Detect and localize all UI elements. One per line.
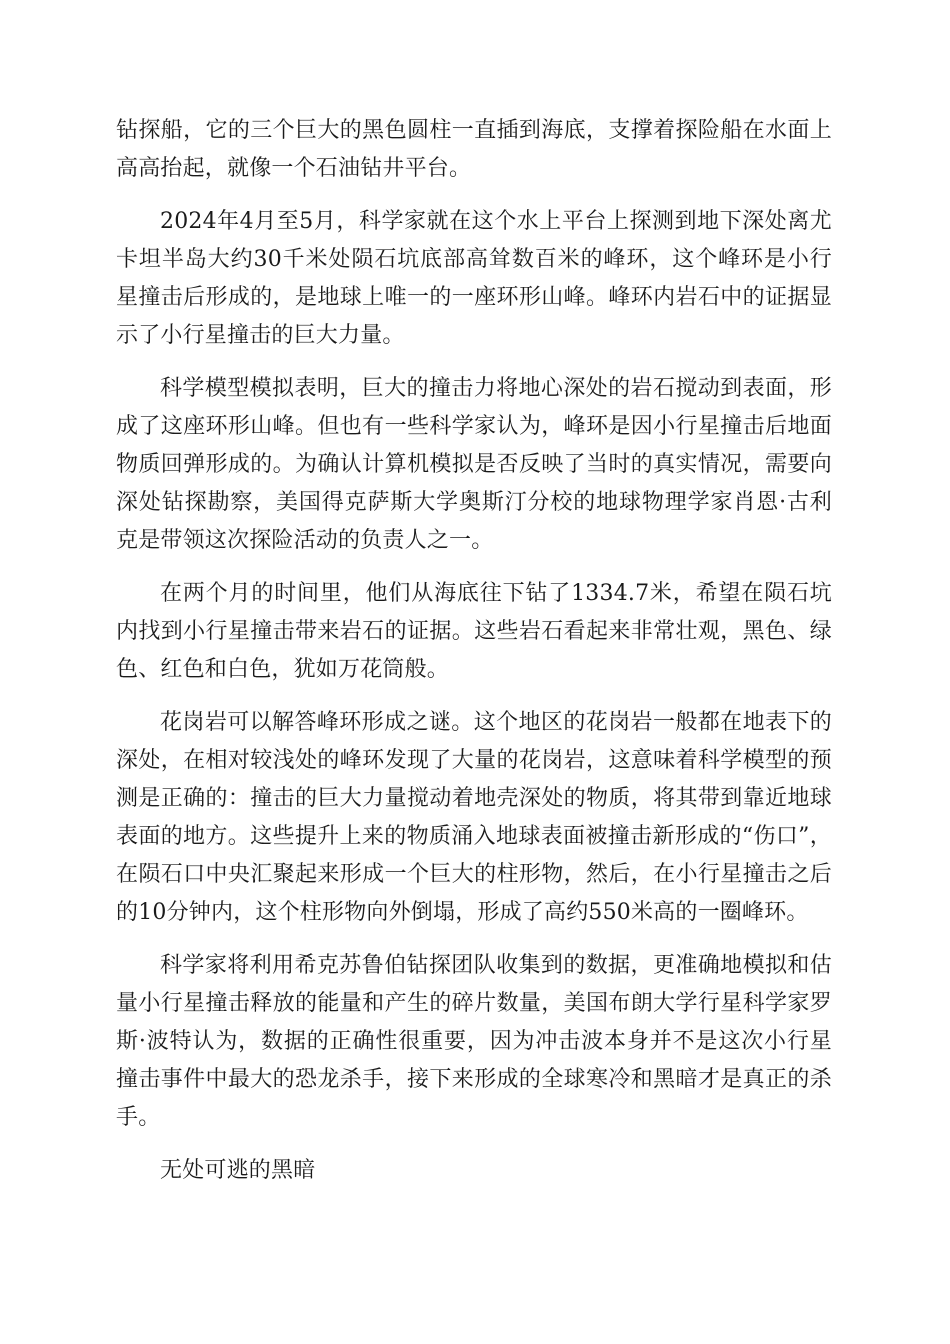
paragraph-scientific-models: 科学模型模拟表明，巨大的撞击力将地心深处的岩石搅动到表面，形成了这座环形山峰。但也有一些科学家认为，峰环是因小行星撞击后地面物质回弹形成的。为确认计算机模拟是否反映了当时的真实情况，需要向深处钻探勘察，美国得克萨斯大学奥斯汀分校的地球物理学家肖恩·古利克是带领这次探险活动的负责人之一。: [116, 376, 832, 553]
paragraph-data-use: 科学家将利用希克苏鲁伯钻探团队收集到的数据，更准确地模拟和估量小行星撞击释放的能量和产生的碎片数量，美国布朗大学行星科学家罗斯·波特认为，数据的正确性很重要，因为冲击波本身并不是这次小行星撞击事件中最大的恐龙杀手，接下来形成的全球寒冷和黑暗才是真正的杀手。: [116, 953, 832, 1130]
paragraph-granite: 花岗岩可以解答峰环形成之谜。这个地区的花岗岩一般都在地表下的深处，在相对较浅处的峰环发现了大量的花岗岩，这意味着科学模型的预测是正确的：撞击的巨大力量搅动着地壳深处的物质，将其带到靠近地球表面的地方。这些提升上来的物质涌入地球表面被撞击新形成的“伤口”，在陨石口中央汇聚起来形成一个巨大的柱形物，然后，在小行星撞击之后的10分钟内，这个柱形物向外倒塌，形成了高约550米高的一圈峰环。: [116, 710, 832, 925]
section-heading: 无处可逃的黑暗: [160, 1158, 316, 1183]
paragraph-peak-ring-detection: 2024年4月至5月，科学家就在这个水上平台上探测到地下深处离尤卡坦半岛大约30千米处陨石坑底部高耸数百米的峰环，这个峰环是小行星撞击后形成的，是地球上唯一的一座环形山峰。峰环内岩石中的证据显示了小行星撞击的巨大力量。: [116, 209, 832, 348]
paragraph-drilling-depth: 在两个月的时间里，他们从海底往下钻了1334.7米，希望在陨石坑内找到小行星撞击带来岩石的证据。这些岩石看起来非常壮观，黑色、绿色、红色和白色，犹如万花筒般。: [116, 581, 832, 682]
paragraph-drill-ship: 钻探船，它的三个巨大的黑色圆柱一直插到海底，支撑着探险船在水面上高高抬起，就像一个石油钻井平台。: [116, 118, 832, 181]
document-page: [116, 112, 832, 1205]
